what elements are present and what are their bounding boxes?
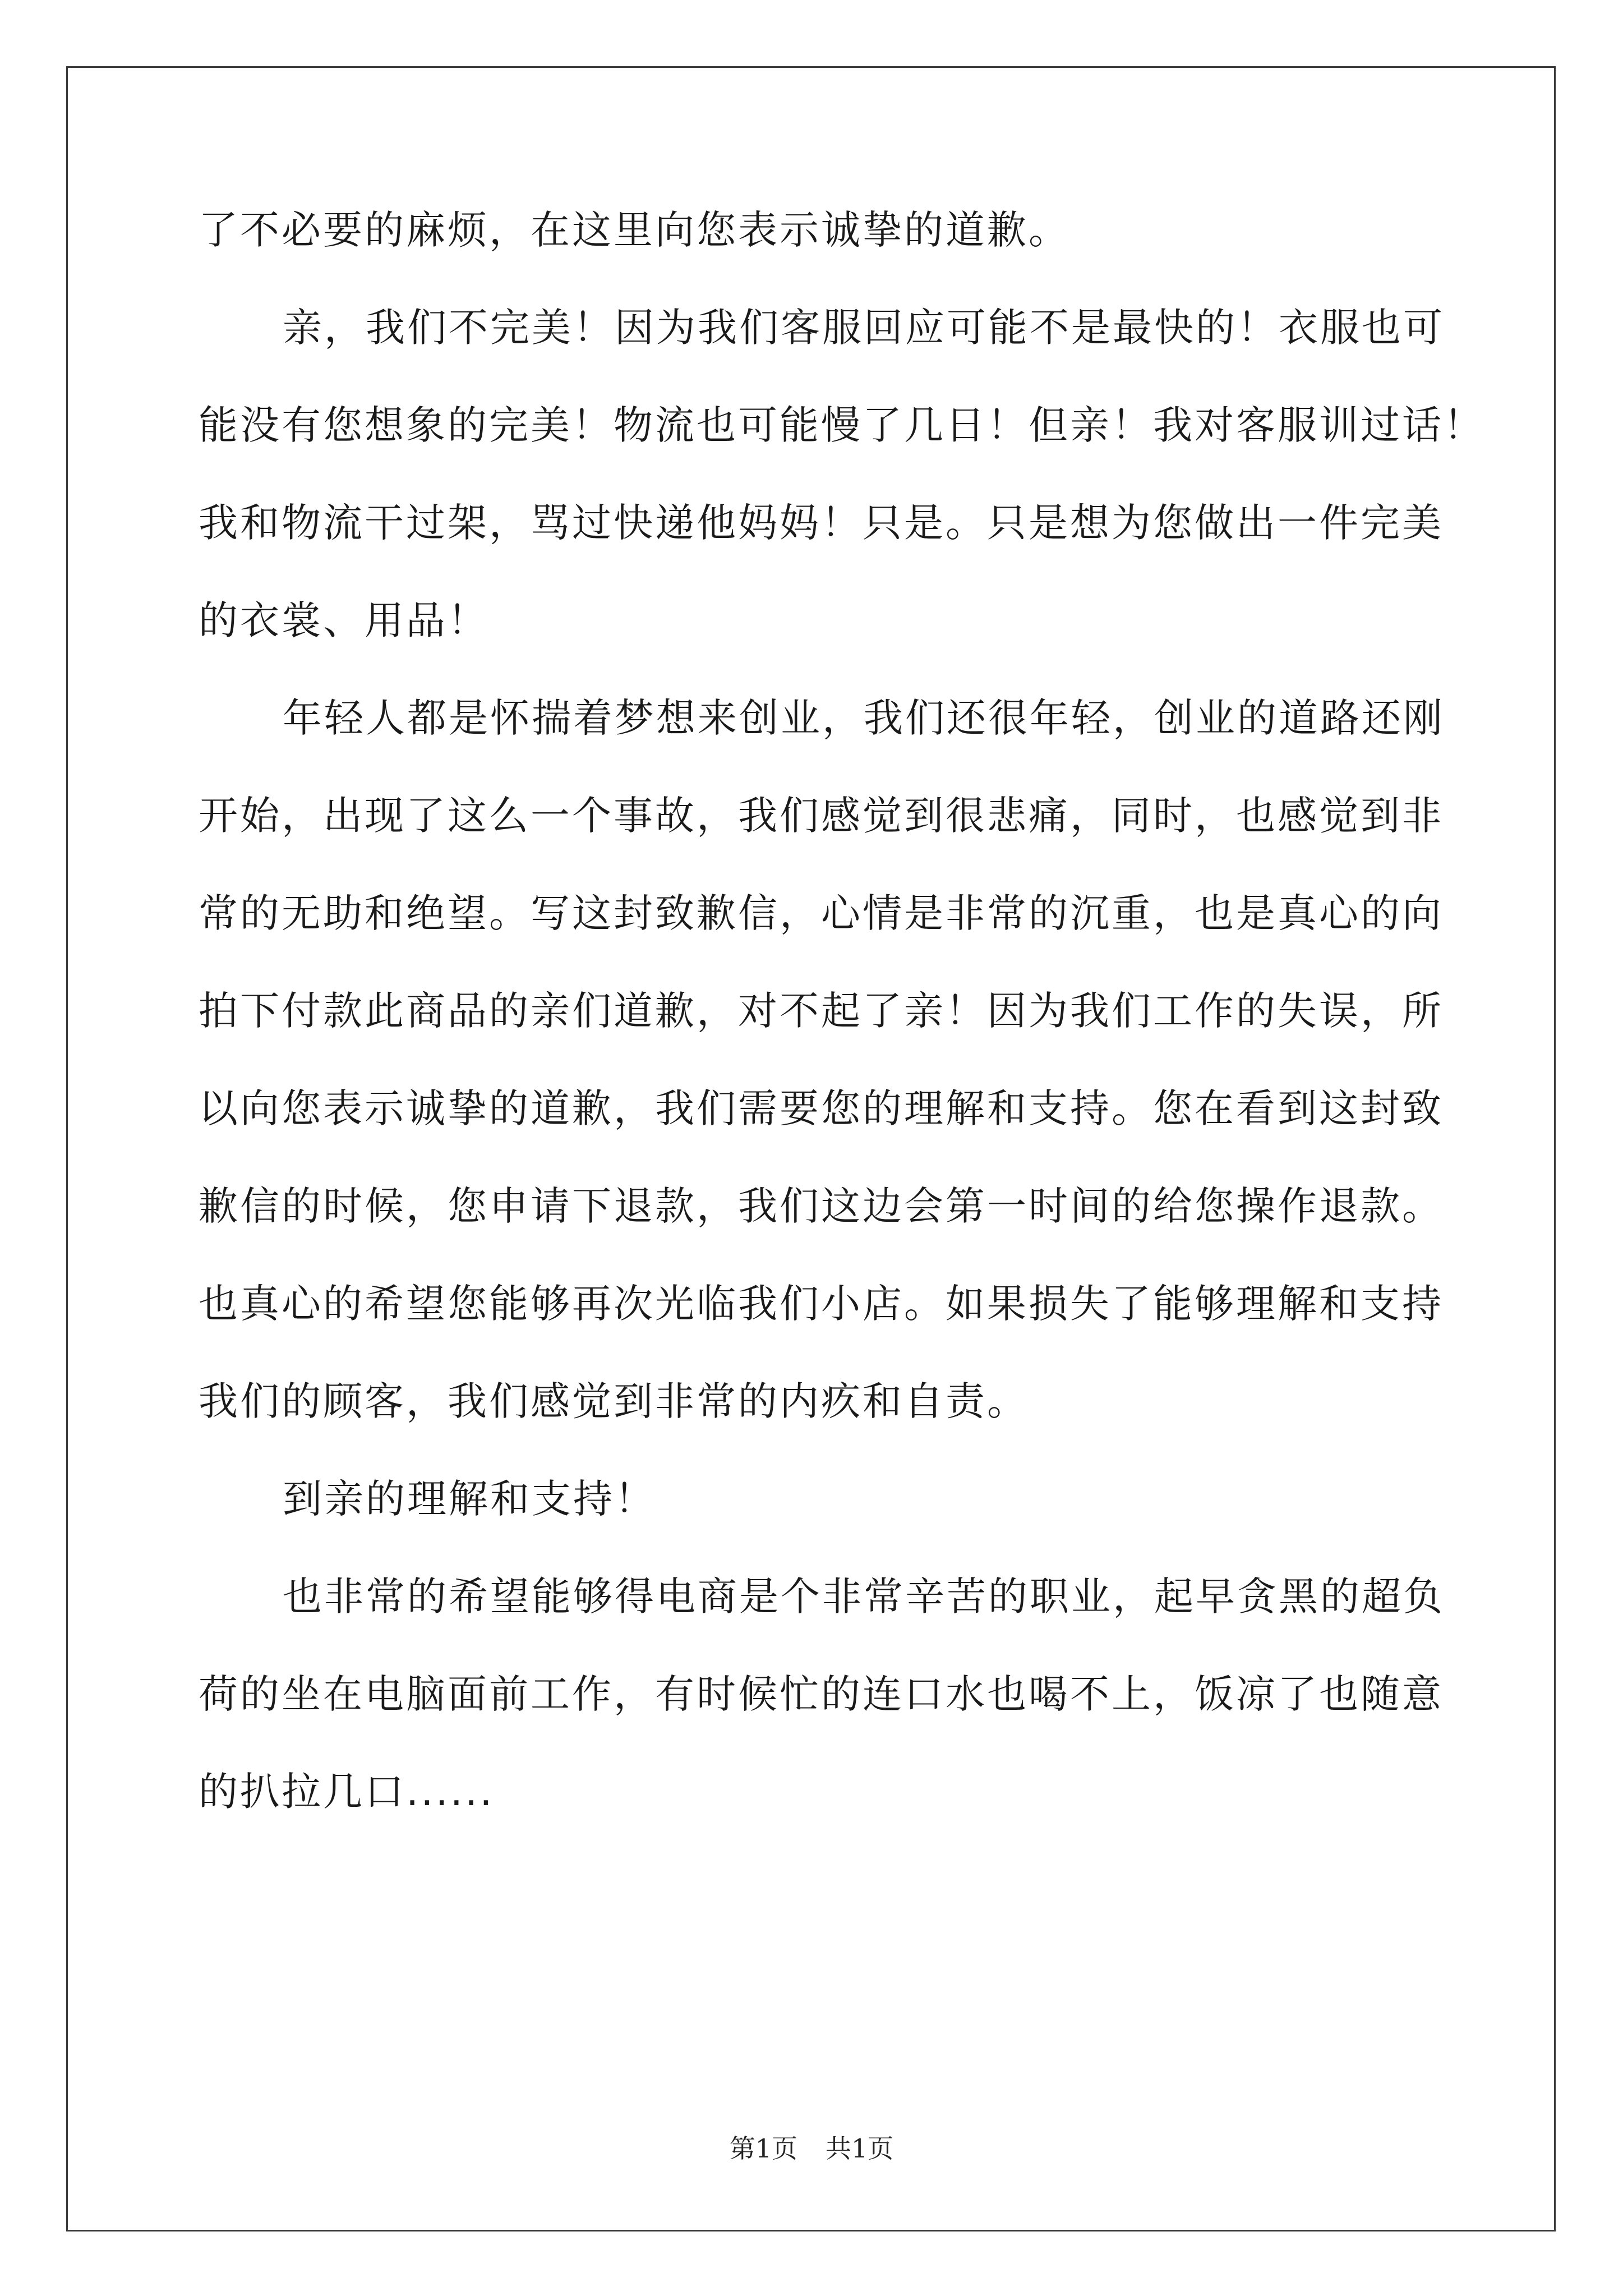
paragraph-start: 年轻人都是怀揣着梦想来创业，我们还很年轻，创业的道路还刚 — [283, 695, 1445, 741]
page-border — [66, 66, 1556, 2231]
text-line: 我和物流干过架，骂过快递他妈妈！只是。只是想为您做出一件完美 — [199, 500, 1444, 546]
text-line: 荷的坐在电脑面前工作，有时候忙的连口水也喝不上，饭凉了也随意 — [199, 1671, 1444, 1717]
paragraph-start: 到亲的理解和支持！ — [283, 1476, 656, 1522]
paragraph-start: 也非常的希望能够得电商是个非常辛苦的职业，起早贪黑的超负 — [283, 1573, 1445, 1619]
text-line: 拍下付款此商品的亲们道歉，对不起了亲！因为我们工作的失误，所 — [199, 988, 1444, 1034]
paragraph-start: 亲，我们不完美！因为我们客服回应可能不是最快的！衣服也可 — [283, 305, 1445, 351]
text-line: 的扒拉几口...... — [199, 1769, 495, 1815]
page-footer — [0, 2132, 1623, 2165]
text-line: 常的无助和绝望。写这封致歉信，心情是非常的沉重，也是真心的向 — [199, 890, 1444, 936]
text-line: 我们的顾客，我们感觉到非常的内疚和自责。 — [199, 1378, 1029, 1424]
text-line: 了不必要的麻烦，在这里向您表示诚挚的道歉。 — [199, 207, 1070, 253]
page-total: 共1页 — [826, 2133, 894, 2164]
text-line: 也真心的希望您能够再次光临我们小店。如果损失了能够理解和支持 — [199, 1281, 1444, 1327]
text-line: 以向您表示诚挚的道歉，我们需要您的理解和支持。您在看到这封致 — [199, 1085, 1444, 1131]
page-number: 第1页 — [729, 2133, 797, 2164]
text-line: 歉信的时候，您申请下退款，我们这边会第一时间的给您操作退款。 — [199, 1183, 1444, 1229]
text-line: 的衣裳、用品！ — [199, 597, 489, 643]
text-line: 开始，出现了这么一个事故，我们感觉到很悲痛，同时，也感觉到非 — [199, 793, 1444, 839]
text-line: 能没有您想象的完美！物流也可能慢了几日！但亲！我对客服训过话！ — [199, 402, 1485, 448]
